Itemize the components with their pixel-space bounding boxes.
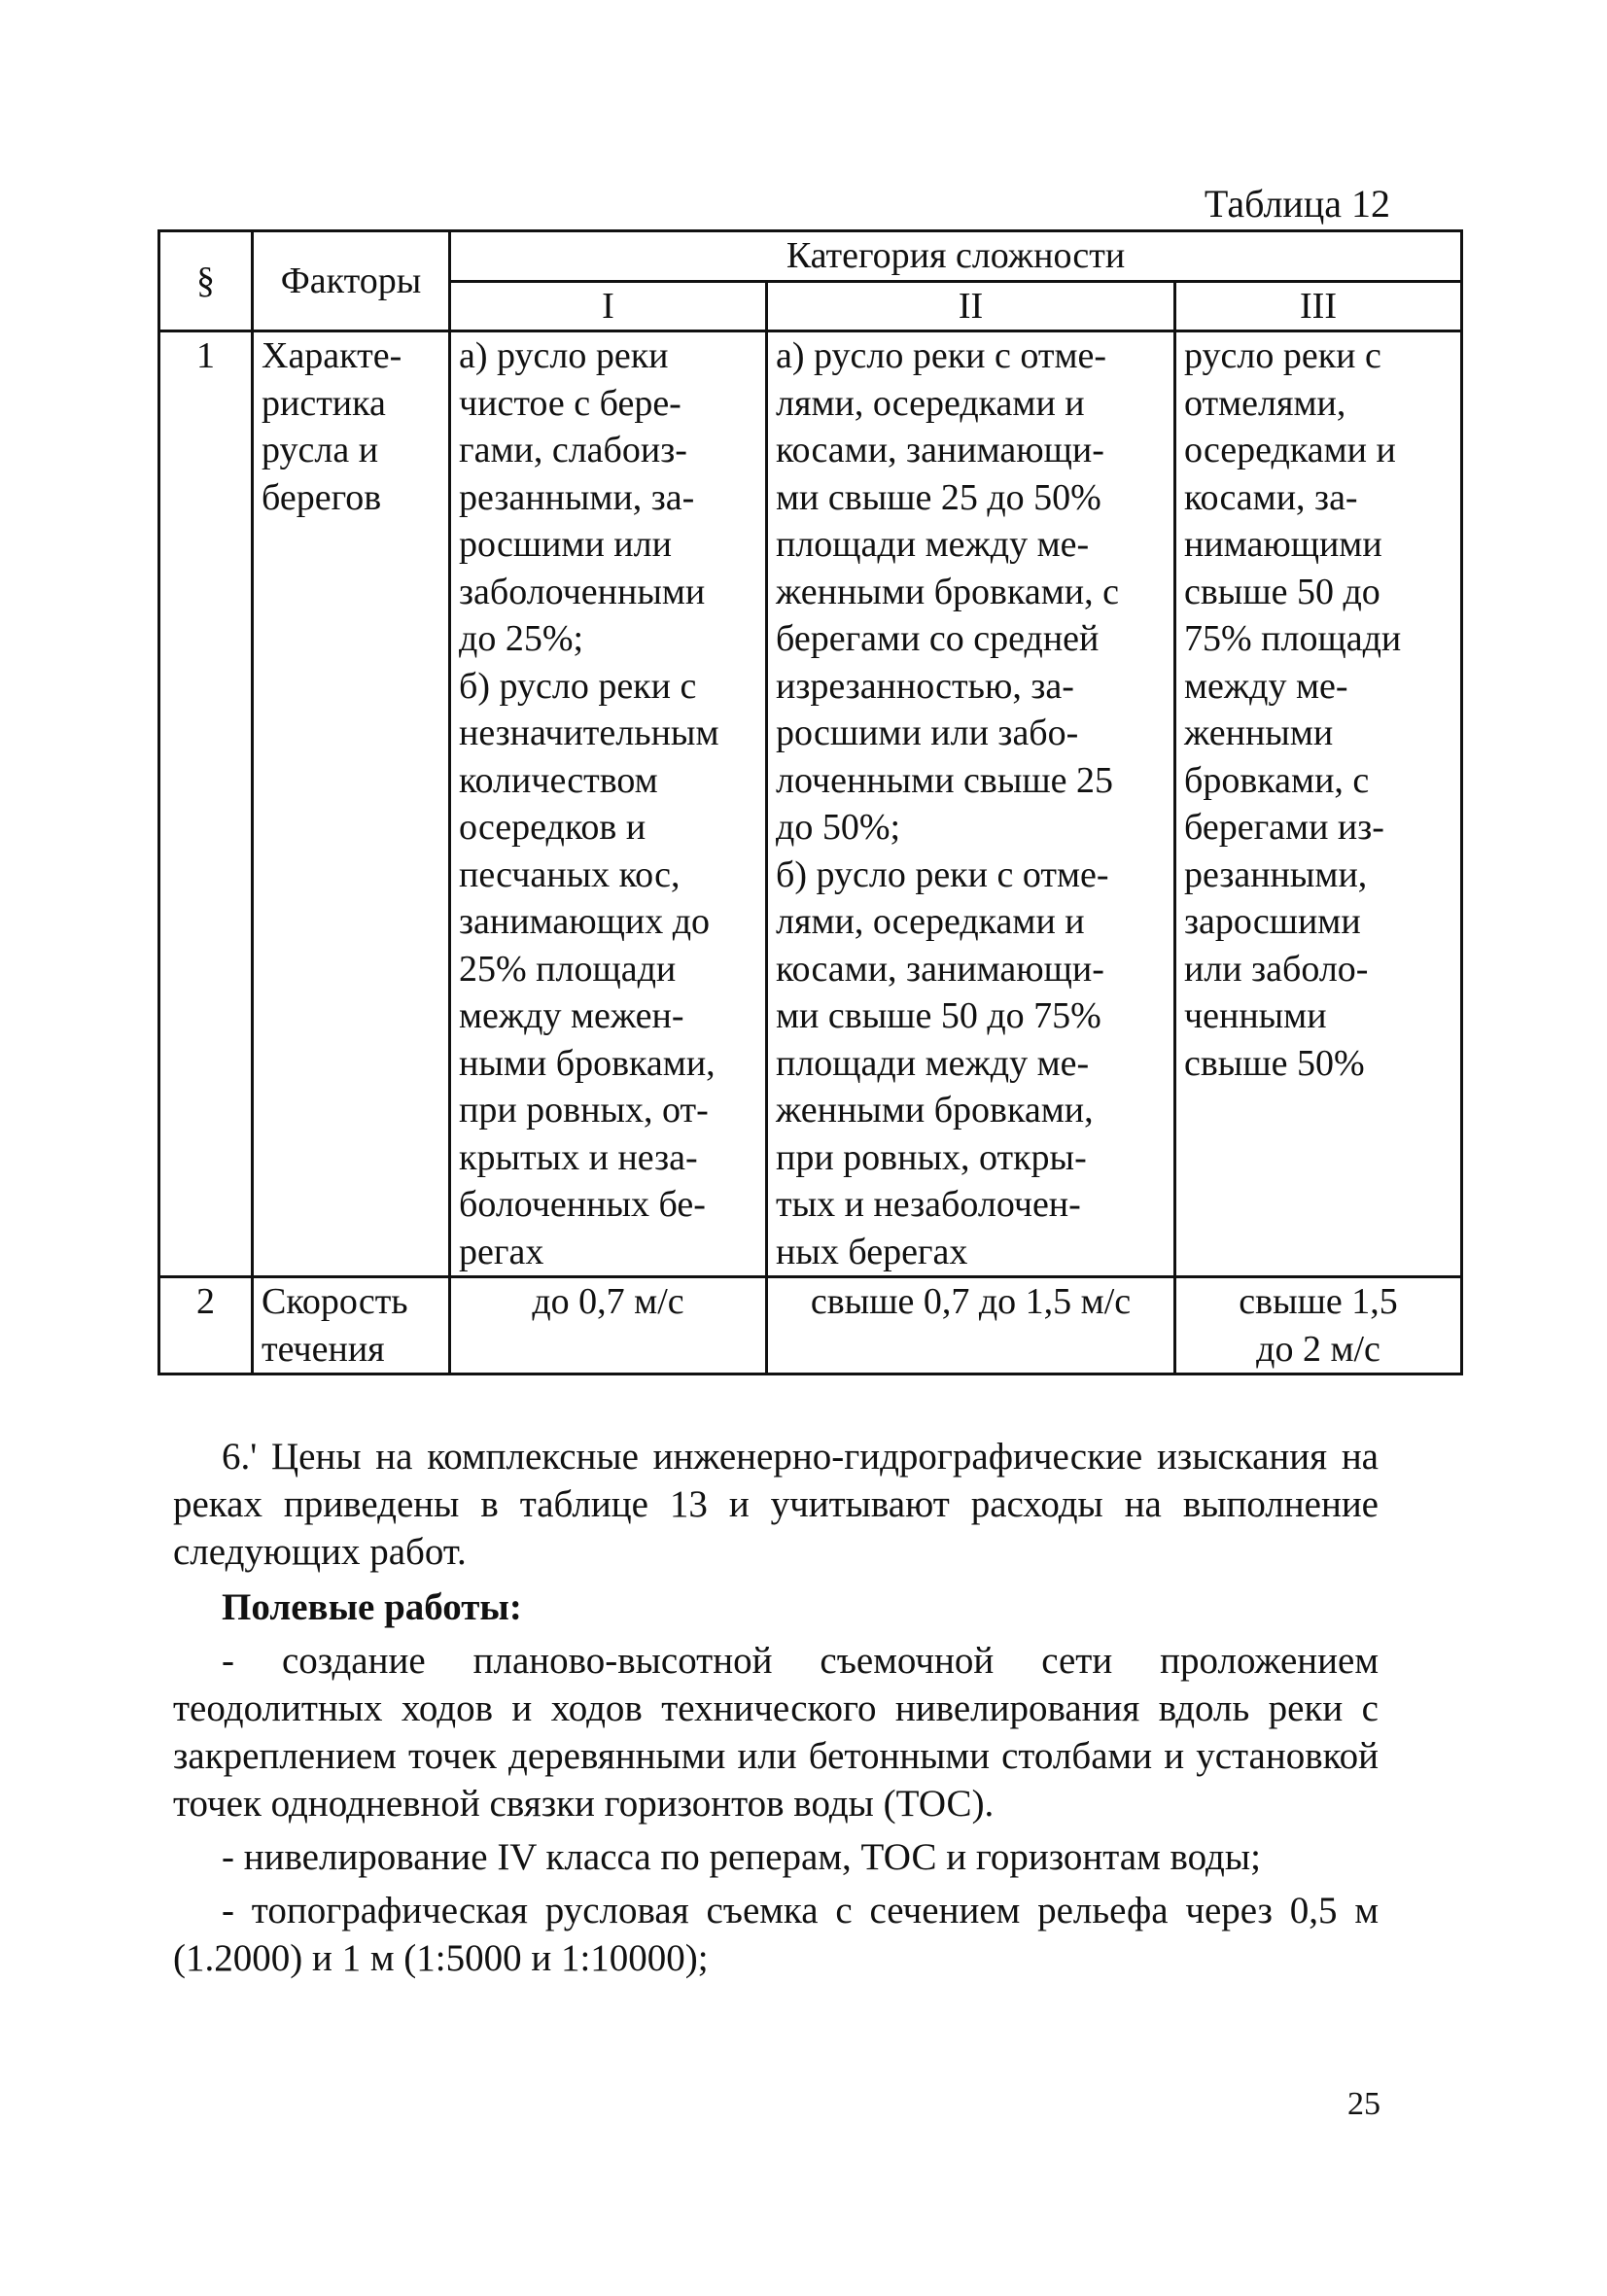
bullet-item: - топографическая русловая съемка с сечением рельефа через 0,5 м (1.2000) и 1 м (1:5000 и 1:10000); xyxy=(173,1890,1379,1979)
header-section: § xyxy=(159,231,253,331)
row-category-2: а) русло реки с отме- лями, осередками и косами, занимающи- ми свыше 25 до 50% площади между ме- женными бровками, с берегами со средней изрезанностью, за- росшими или забо- лоченными свыше 25 до 50%; б) русло реки с отме- лями, осередками и косами, занимающи- ми свыше 50 до 75% площади между ме- женными бровками, при ровных, откры- тых и незаболочен- ных берегах xyxy=(767,331,1175,1277)
paragraph-6: 6.' Цены на комплексные инженерно-гидрографические изыскания на реках приведены в таблице 13 и учитывают расходы на выполнение следующих работ. xyxy=(173,1436,1379,1573)
row-factor: Характе- ристика русла и берегов xyxy=(253,331,450,1277)
header-category-3: III xyxy=(1175,281,1462,331)
table-header-row xyxy=(159,231,1462,282)
table-caption: Таблица 12 xyxy=(1204,182,1390,226)
bullet-item: - нивелирование IV класса по реперам, ТОС и горизонтам воды; xyxy=(222,1836,1261,1878)
header-category: Категория сложности xyxy=(450,231,1462,282)
row-factor: Скорость течения xyxy=(253,1277,450,1374)
page-number: 25 xyxy=(1347,2086,1380,2122)
row-category-2: свыше 0,7 до 1,5 м/с xyxy=(767,1277,1175,1374)
body-text xyxy=(173,1433,1379,1982)
table-row xyxy=(159,1277,1462,1374)
row-category-3: русло реки с отмелями, осередками и косами, за- нимающими свыше 50 до 75% площади между ме- женными бровками, с берегами из- резанными, заросшими или заболо- ченными свыше 50% xyxy=(1175,331,1462,1277)
header-factors: Факторы xyxy=(253,231,450,331)
header-category-1: I xyxy=(450,281,767,331)
row-number: 2 xyxy=(159,1277,253,1374)
table-row xyxy=(159,331,1462,1277)
bullet-item: - создание планово-высотной съемочной сети проложением теодолитных ходов и ходов технического нивелирования вдоль реки с закреплением точек деревянными или бетонными столбами и установкой точек однодневной связки горизонтов воды (ТОС). xyxy=(173,1640,1379,1825)
header-category-2: II xyxy=(767,281,1175,331)
complexity-table xyxy=(157,229,1463,1375)
row-category-1: а) русло реки чистое с бере- гами, слабоиз- резанными, за- росшими или заболоченными до 25%; б) русло реки с незначительным количеством осередков и песчаных кос, занимающих до 25% площади между межен- ными бровками, при ровных, от- крытых и неза- болоченных бе- регах xyxy=(450,331,767,1277)
row-number: 1 xyxy=(159,331,253,1277)
field-works-heading: Полевые работы: xyxy=(222,1586,522,1628)
row-category-3: свыше 1,5 до 2 м/с xyxy=(1175,1277,1462,1374)
row-category-1: до 0,7 м/с xyxy=(450,1277,767,1374)
